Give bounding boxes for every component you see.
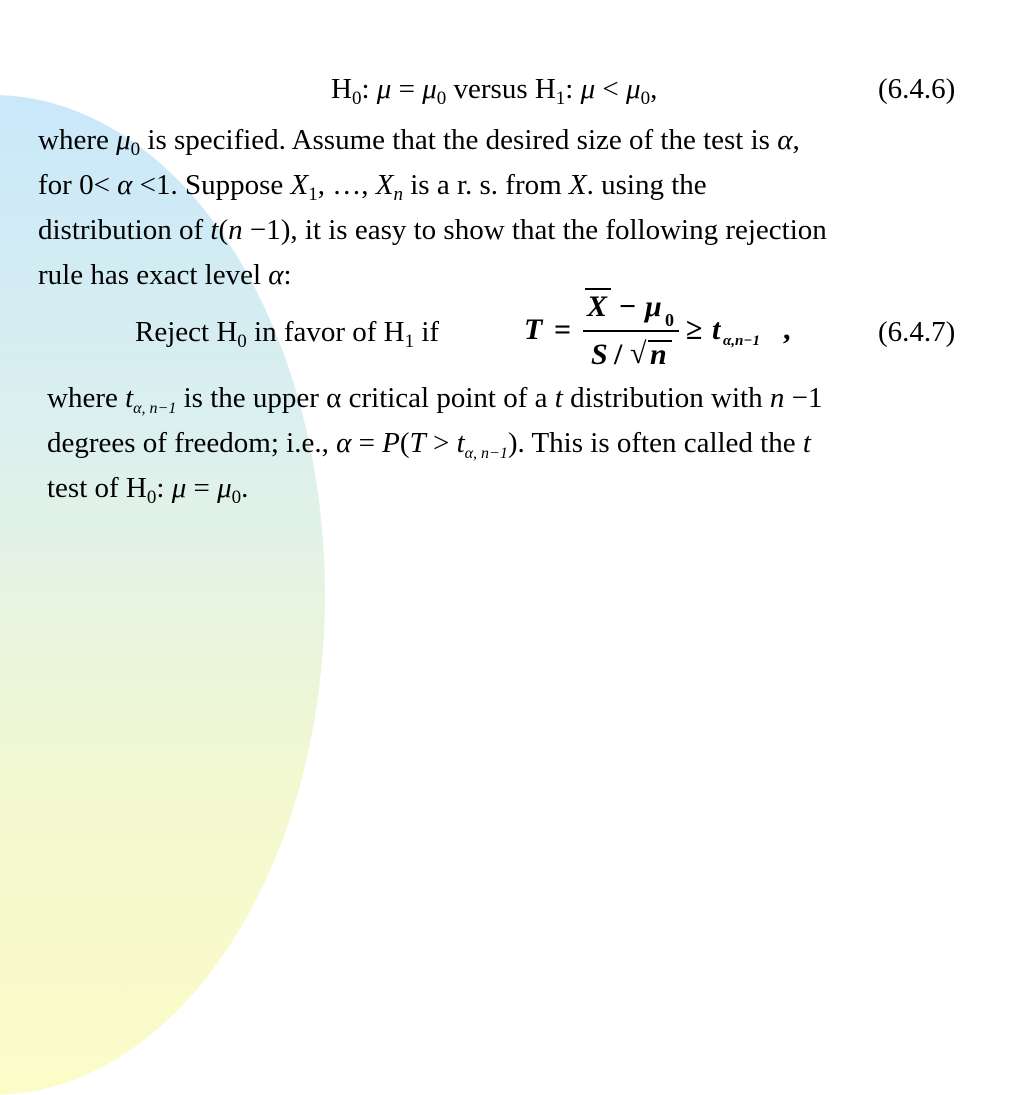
para2-line2 <box>47 426 811 460</box>
mu-symbol: μ <box>217 472 232 504</box>
h0-symbol: H <box>331 73 352 105</box>
para2-line3 <box>47 471 249 508</box>
text: −1 <box>784 382 823 414</box>
text: <1. Suppose <box>132 169 291 201</box>
x-variable: X <box>375 169 394 201</box>
text: distribution with <box>562 382 770 414</box>
T-variable: T <box>409 427 426 459</box>
equals-sign: = <box>398 73 415 105</box>
para2-line1 <box>47 381 822 415</box>
mu-symbol: μ <box>645 290 662 323</box>
mu-symbol: μ <box>171 472 187 504</box>
comma: , <box>783 313 791 346</box>
t-variable: t <box>554 382 563 414</box>
colon: : <box>361 73 370 105</box>
t-variable: t <box>456 427 465 459</box>
text: test of H <box>47 472 147 504</box>
equation-6-4-6 <box>331 72 658 109</box>
text: ). This is often called the <box>507 427 803 459</box>
geq-sign: ≥ <box>686 313 703 346</box>
x-variable: X <box>568 169 587 201</box>
subscript: 0 <box>146 487 157 508</box>
subscript: α, n−1 <box>133 400 177 417</box>
p-variable: P <box>382 427 400 459</box>
text: . using the <box>586 169 707 201</box>
text: ( <box>399 427 410 459</box>
sqrt-sign: √ <box>630 337 647 370</box>
text: = <box>351 427 383 459</box>
alpha-symbol: α <box>336 427 352 459</box>
text: Reject H <box>135 316 238 348</box>
text: distribution of <box>38 214 211 246</box>
mu-symbol: μ <box>580 73 596 105</box>
n-variable: n <box>228 214 243 246</box>
n-symbol: n <box>650 338 667 371</box>
subscript: α,n−1 <box>723 333 760 349</box>
subscript: 1 <box>308 184 318 205</box>
reject-rule-text <box>135 315 440 352</box>
alpha-symbol: α <box>117 169 133 201</box>
text: degrees of freedom; i.e., <box>47 427 337 459</box>
equation-number-6-4-6: (6.4.6) <box>878 73 956 105</box>
subscript: α, n−1 <box>464 445 508 462</box>
text: for 0< <box>38 169 118 201</box>
text: ( <box>218 214 229 246</box>
para1-line1 <box>38 123 800 160</box>
equation-number-6-4-7: (6.4.7) <box>878 316 956 348</box>
t-variable: t <box>125 382 134 414</box>
less-than-sign: < <box>602 73 619 105</box>
subscript: 0 <box>351 88 362 109</box>
subscript: 0 <box>436 88 447 109</box>
text: −1), it is easy to show that the following rejection <box>242 214 827 246</box>
text: rule has exact level <box>38 259 269 291</box>
mu-symbol: μ <box>626 73 641 105</box>
equals-sign: = <box>554 313 572 346</box>
subscript: n <box>393 184 403 205</box>
para1-line4 <box>38 258 292 292</box>
text: is a r. s. from <box>402 169 569 201</box>
text: = <box>186 472 218 504</box>
t-variable: t <box>210 214 219 246</box>
x-variable: X <box>290 169 309 201</box>
text: > <box>425 427 457 459</box>
text: where <box>47 382 126 414</box>
minus-sign: − <box>619 290 637 323</box>
s-symbol: S <box>591 338 608 371</box>
subscript: 0 <box>640 88 651 109</box>
versus-text: versus H <box>453 73 556 105</box>
subscript: 0 <box>665 310 674 330</box>
text: where <box>38 124 117 156</box>
t-variable: t <box>802 427 811 459</box>
text: , …, <box>317 169 376 201</box>
colon: : <box>565 73 574 105</box>
alpha-symbol: α <box>777 124 793 156</box>
para1-line2 <box>38 168 707 205</box>
subscript: 1 <box>555 88 566 109</box>
fraction-bar <box>583 330 679 332</box>
text: : <box>156 472 172 504</box>
text: is specified. Assume that the desired size of the test is <box>140 124 778 156</box>
x-bar-symbol: X <box>587 290 608 323</box>
mu-symbol: μ <box>376 73 392 105</box>
text: is the upper α critical point of a <box>176 382 555 414</box>
text: . <box>241 472 249 504</box>
subscript: 0 <box>130 139 141 160</box>
comma: , <box>650 73 658 105</box>
alpha-symbol: α <box>268 259 284 291</box>
subscript: 1 <box>404 331 415 352</box>
subscript: 0 <box>237 331 247 352</box>
text: in favor of H <box>246 316 405 348</box>
slash: / <box>614 338 623 371</box>
text: : <box>283 259 292 291</box>
T-symbol: T <box>524 313 543 346</box>
mu-symbol: μ <box>422 73 437 105</box>
para1-line3 <box>38 213 827 247</box>
text: , <box>792 124 800 156</box>
t-symbol: t <box>712 313 721 346</box>
n-variable: n <box>769 382 785 414</box>
text: if <box>414 316 440 348</box>
mu-symbol: μ <box>116 124 131 156</box>
subscript: 0 <box>231 487 242 508</box>
